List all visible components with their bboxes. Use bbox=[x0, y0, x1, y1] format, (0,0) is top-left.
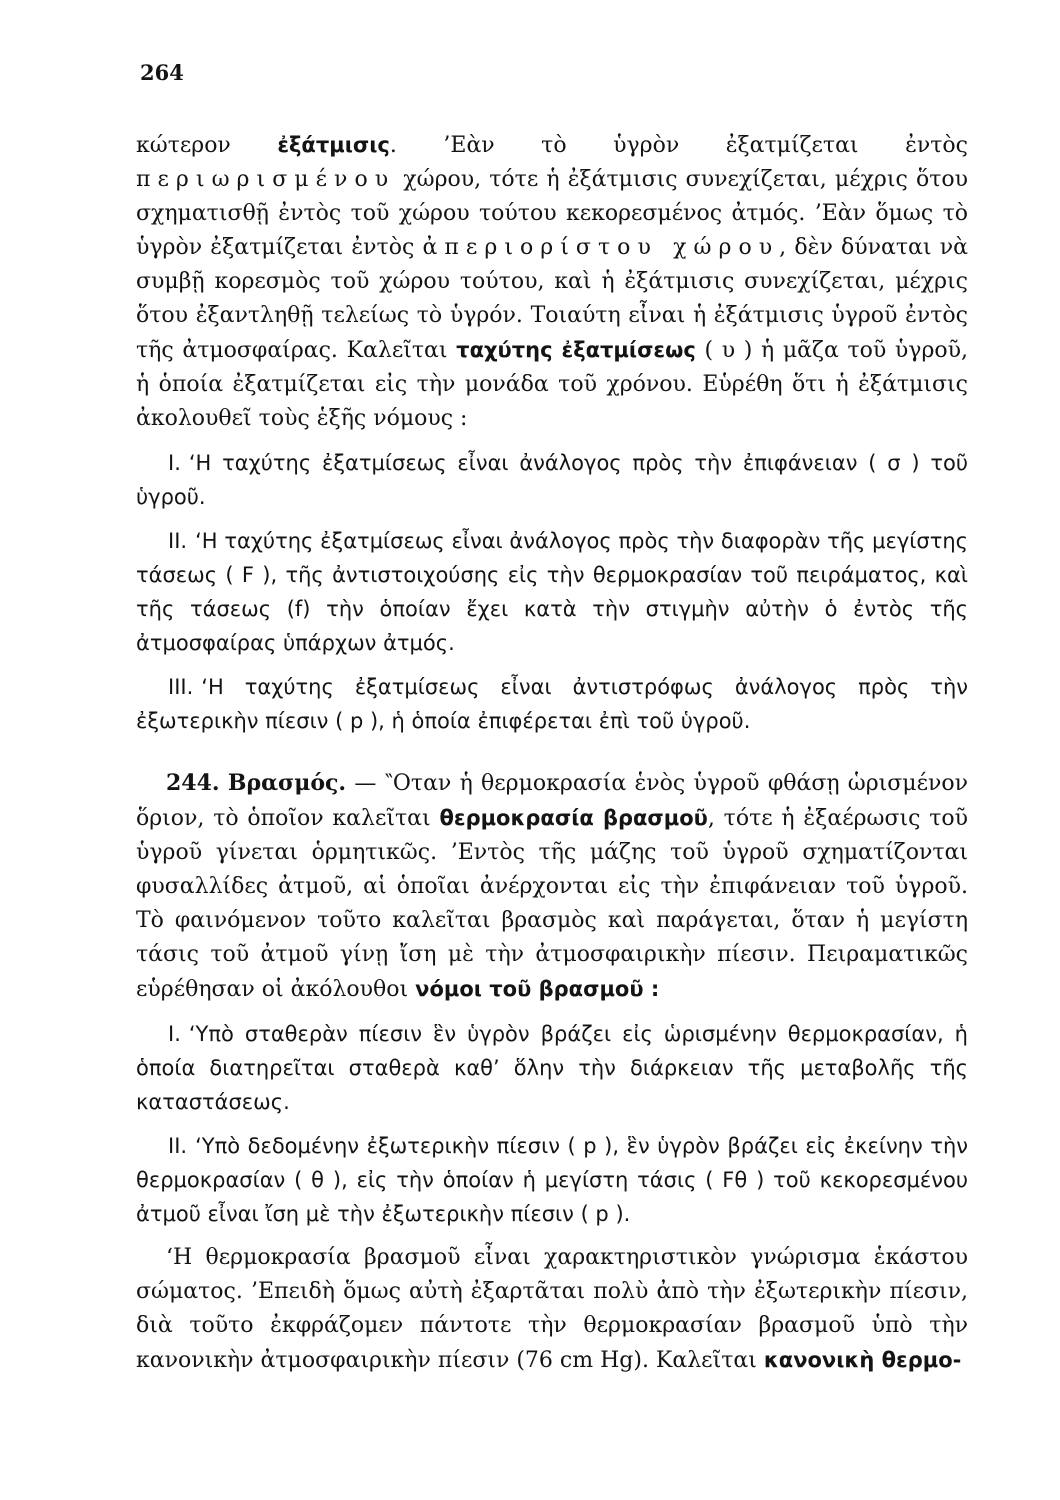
law-number: I. bbox=[168, 1022, 181, 1046]
section-244-boiling bbox=[136, 766, 968, 1007]
section-number: 244. bbox=[166, 770, 220, 796]
law-text: ‘Η ταχύτης ἐξατμίσεως εἶναι ἀνάλογος πρὸς τὴν ἐπιφάνειαν ( σ ) τοῦ ὑγροῦ. bbox=[136, 451, 968, 509]
boiling-law-2 bbox=[136, 1129, 968, 1231]
page-body bbox=[136, 128, 968, 1378]
boiling-law-1 bbox=[136, 1017, 968, 1119]
text-run: χώρου, τότε ἡ ἐξάτμισις συνεχίζεται, μέχρις ὅτου σχηματισθῇ ἐντὸς τοῦ χώρου τούτου κεκορεσμένος ἀτμός. ’Εὰν ὅμως τὸ ὑγρὸν ἐξατμίζεται ἐντὸς bbox=[136, 167, 968, 260]
section-title: Βρασμός. bbox=[227, 770, 347, 796]
law-number: II. bbox=[168, 1134, 188, 1158]
text-run: ( υ ) ἡ μᾶζα τοῦ ὑγροῦ, ἡ ὁποία ἐξατμίζεται εἰς τὴν μονάδα τοῦ χρόνου. Εὑρέθη ὅτι ἡ ἐξάτμισις ἀκολουθεῖ τοὺς ἑξῆς νόμους : bbox=[136, 338, 968, 431]
law-number: I. bbox=[168, 451, 181, 475]
law-number: III. bbox=[168, 675, 194, 699]
term-boiling-temperature: θερμοκρασία βρασμοῦ bbox=[439, 806, 708, 830]
law-text: ‘Η ταχύτης ἐξατμίσεως εἶναι ἀνάλογος πρὸς τὴν διαφορὰν τῆς μεγίστης τάσεως ( F ), τῆς ἀντιστοιχούσης εἰς τὴν θερμοκρασίαν τοῦ πειράματος, καὶ τῆς τάσεως (f) τὴν ὁποίαν ἔχει κατὰ τὴν στιγμὴν αὐτὴν ὁ ἐντὸς τῆς ἀτμοσφαίρας ὑπάρχων ἀτμός. bbox=[136, 529, 968, 655]
paragraph-boiling-temperature bbox=[136, 1241, 968, 1378]
term-boiling-laws: νόμοι τοῦ βρασμοῦ : bbox=[415, 977, 660, 1001]
term-evaporation: ἐξάτμισις bbox=[277, 133, 390, 157]
term-evaporation-rate: ταχύτης ἐξατμίσεως bbox=[456, 338, 696, 362]
page-number: 264 bbox=[140, 60, 184, 85]
evaporation-law-3 bbox=[136, 670, 968, 738]
text-run: ‘Η θερμοκρασία βρασμοῦ εἶναι χαρακτηριστικὸν γνώρισμα ἑκάστου σώματος. ’Επειδὴ ὅμως αὐτὴ ἐξαρτᾶται πολὺ ἀπὸ τὴν ἐξωτερικὴν πίεσιν, διὰ τοῦτο ἐκφράζομεν πάντοτε τὴν θερμοκρασίαν βρασμοῦ ὑπὸ τὴν κανονικὴν ἀτμοσφαιρικὴν πίεσιν (76 cm Hg). Καλεῖται bbox=[136, 1245, 968, 1373]
text-run: — ‶Οταν ἡ θερμοκρασία ἑνὸς ὑγροῦ φθάσῃ ὡρισμένον ὅριον, τὸ ὁποῖον καλεῖται bbox=[136, 771, 969, 831]
law-text: ‘Υπὸ σταθερὰν πίεσιν ἓν ὑγρὸν βράζει εἰς ὡρισμένην θερμοκρασίαν, ἡ ὁποία διατηρεῖται σταθερὰ καθ’ ὅλην τὴν διάρκειαν τῆς μεταβολῆς τῆς καταστάσεως. bbox=[136, 1022, 968, 1114]
text-run: , τότε ἡ ἐξαέρωσις τοῦ ὑγροῦ γίνεται ὁρμητικῶς. ’Εντὸς τῆς μάζης τοῦ ὑγροῦ σχηματίζονται φυσαλλίδες ἀτμοῦ, αἱ ὁποῖαι ἀνέρχονται εἰς τὴν ἐπιφάνειαν τοῦ ὑγροῦ. Τὸ φαινόμενον τοῦτο καλεῖται βρασμὸς καὶ παράγεται, ὅταν ἡ μεγίστη τάσις τοῦ ἀτμοῦ γίνῃ ἴση μὲ τὴν ἀτμοσφαιρικὴν πίεσιν. Πειραματικῶς εὑρέθησαν οἱ ἀκόλουθοι bbox=[136, 806, 969, 1002]
paragraph-evaporation bbox=[136, 128, 968, 436]
text-run: , δὲν δύναται νὰ συμβῇ κορεσμὸς τοῦ χώρου τούτου, καὶ ἡ ἐξάτμισις συνεχίζεται, μέχρις ὅτου ἐξαντληθῇ τελείως τὸ ὑγρόν. Τοιαύτη εἶναι ἡ ἐξάτμισις ὑγροῦ ἐντὸς τῆς ἀτμοσφαίρας. Καλεῖται bbox=[136, 235, 968, 363]
evaporation-law-2 bbox=[136, 524, 968, 660]
text-run: . ’Εὰν τὸ ὑγρὸν ἐξατμίζεται ἐντὸς bbox=[389, 133, 968, 158]
spaced-term-unlimited-space: ἀπεριορίστου χώρου bbox=[422, 235, 780, 260]
law-number: II. bbox=[168, 529, 188, 553]
law-text: ‘Υπὸ δεδομένην ἐξωτερικὴν πίεσιν ( p ), ἓν ὑγρὸν βράζει εἰς ἐκείνην τὴν θερμοκρασίαν ( θ ), εἰς τὴν ὁποίαν ἡ μεγίστη τάσις ( Fθ ) τοῦ κεκορεσμένου ἀτμοῦ εἶναι ἴση μὲ τὴν ἐξωτερικὴν πίεσιν ( p ). bbox=[136, 1134, 968, 1226]
term-normal-boiling: κανονικὴ θερμο- bbox=[763, 1348, 962, 1372]
spaced-term-limited-space: περιωρισμένου bbox=[136, 167, 396, 192]
evaporation-law-1 bbox=[136, 446, 968, 514]
text-run: κώτερον bbox=[136, 133, 278, 158]
law-text: ‘Η ταχύτης ἐξατμίσεως εἶναι ἀντιστρόφως ἀνάλογος πρὸς τὴν ἐξωτερικὴν πίεσιν ( p ), ἡ ὁποία ἐπιφέρεται ἐπὶ τοῦ ὑγροῦ. bbox=[136, 675, 968, 733]
